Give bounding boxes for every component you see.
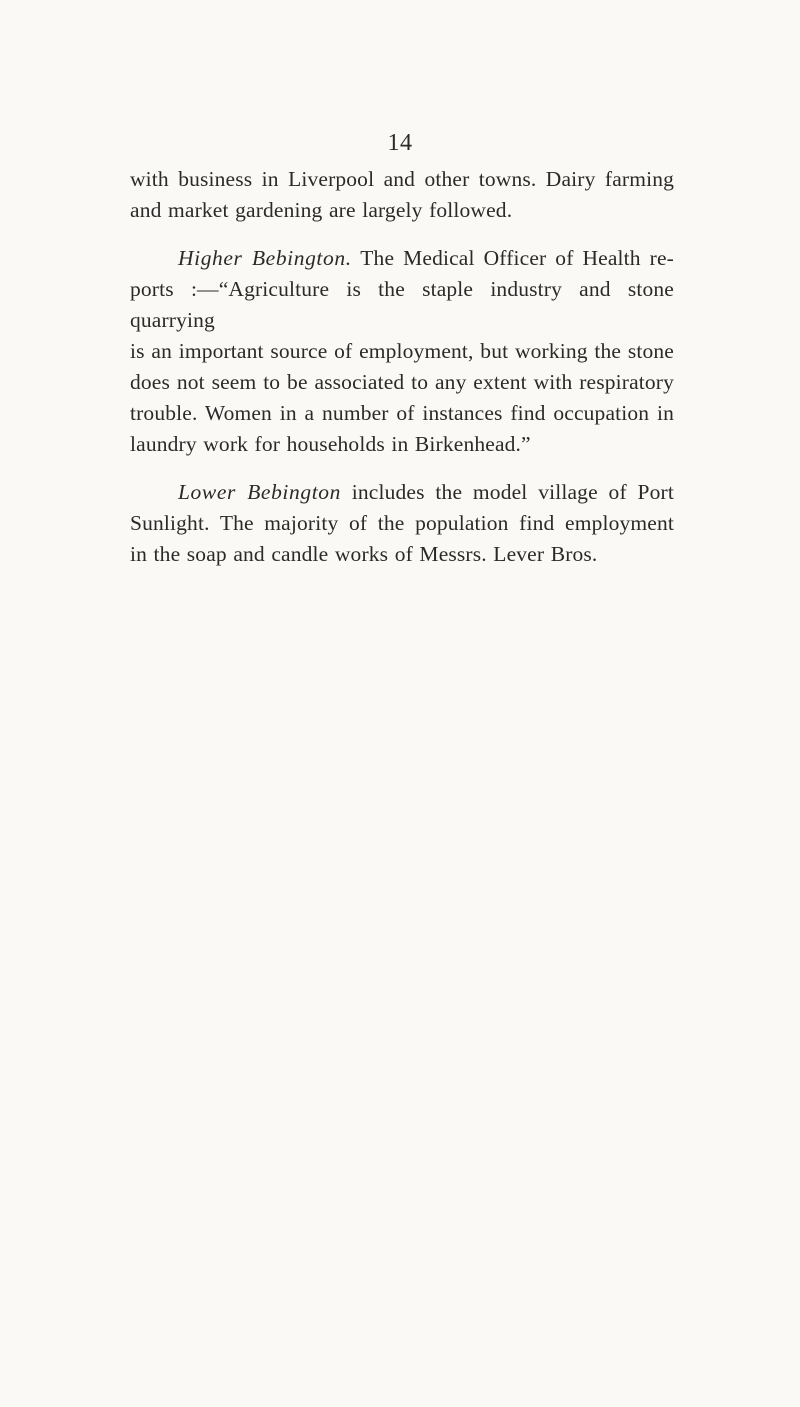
text-line: with business in Liverpool and other towns. Dairy farming bbox=[130, 167, 674, 191]
page-number: 14 bbox=[387, 130, 413, 156]
text-line bbox=[130, 243, 674, 274]
body-text bbox=[130, 164, 674, 587]
text-line: ports :—“Agriculture is the staple industry and stone quarrying bbox=[130, 277, 674, 332]
text-line: trouble. Women in a number of instances find occupation in bbox=[130, 401, 674, 425]
text-line: in the soap and candle works of Messrs. Lever Bros. bbox=[130, 542, 598, 566]
text-line: and market gardening are largely followed. bbox=[130, 198, 513, 222]
text-line: laundry work for households in Birkenhead.” bbox=[130, 432, 531, 456]
text-line: Sunlight. The majority of the population find employment bbox=[130, 511, 674, 535]
text-line: is an important source of employment, but working the stone bbox=[130, 339, 674, 363]
paragraph-1 bbox=[130, 164, 674, 226]
paragraph-3 bbox=[130, 477, 674, 570]
paragraph-2 bbox=[130, 243, 674, 460]
section-heading-higher-bebington: Higher Bebington. bbox=[178, 246, 352, 270]
text-fragment: includes the model village of Port bbox=[340, 480, 674, 504]
text-line: does not seem to be associated to any extent with respiratory bbox=[130, 370, 674, 394]
text-line bbox=[130, 477, 674, 508]
section-heading-lower-bebington: Lower Bebington bbox=[178, 480, 341, 504]
text-fragment: The Medical Officer of Health re- bbox=[351, 246, 674, 270]
